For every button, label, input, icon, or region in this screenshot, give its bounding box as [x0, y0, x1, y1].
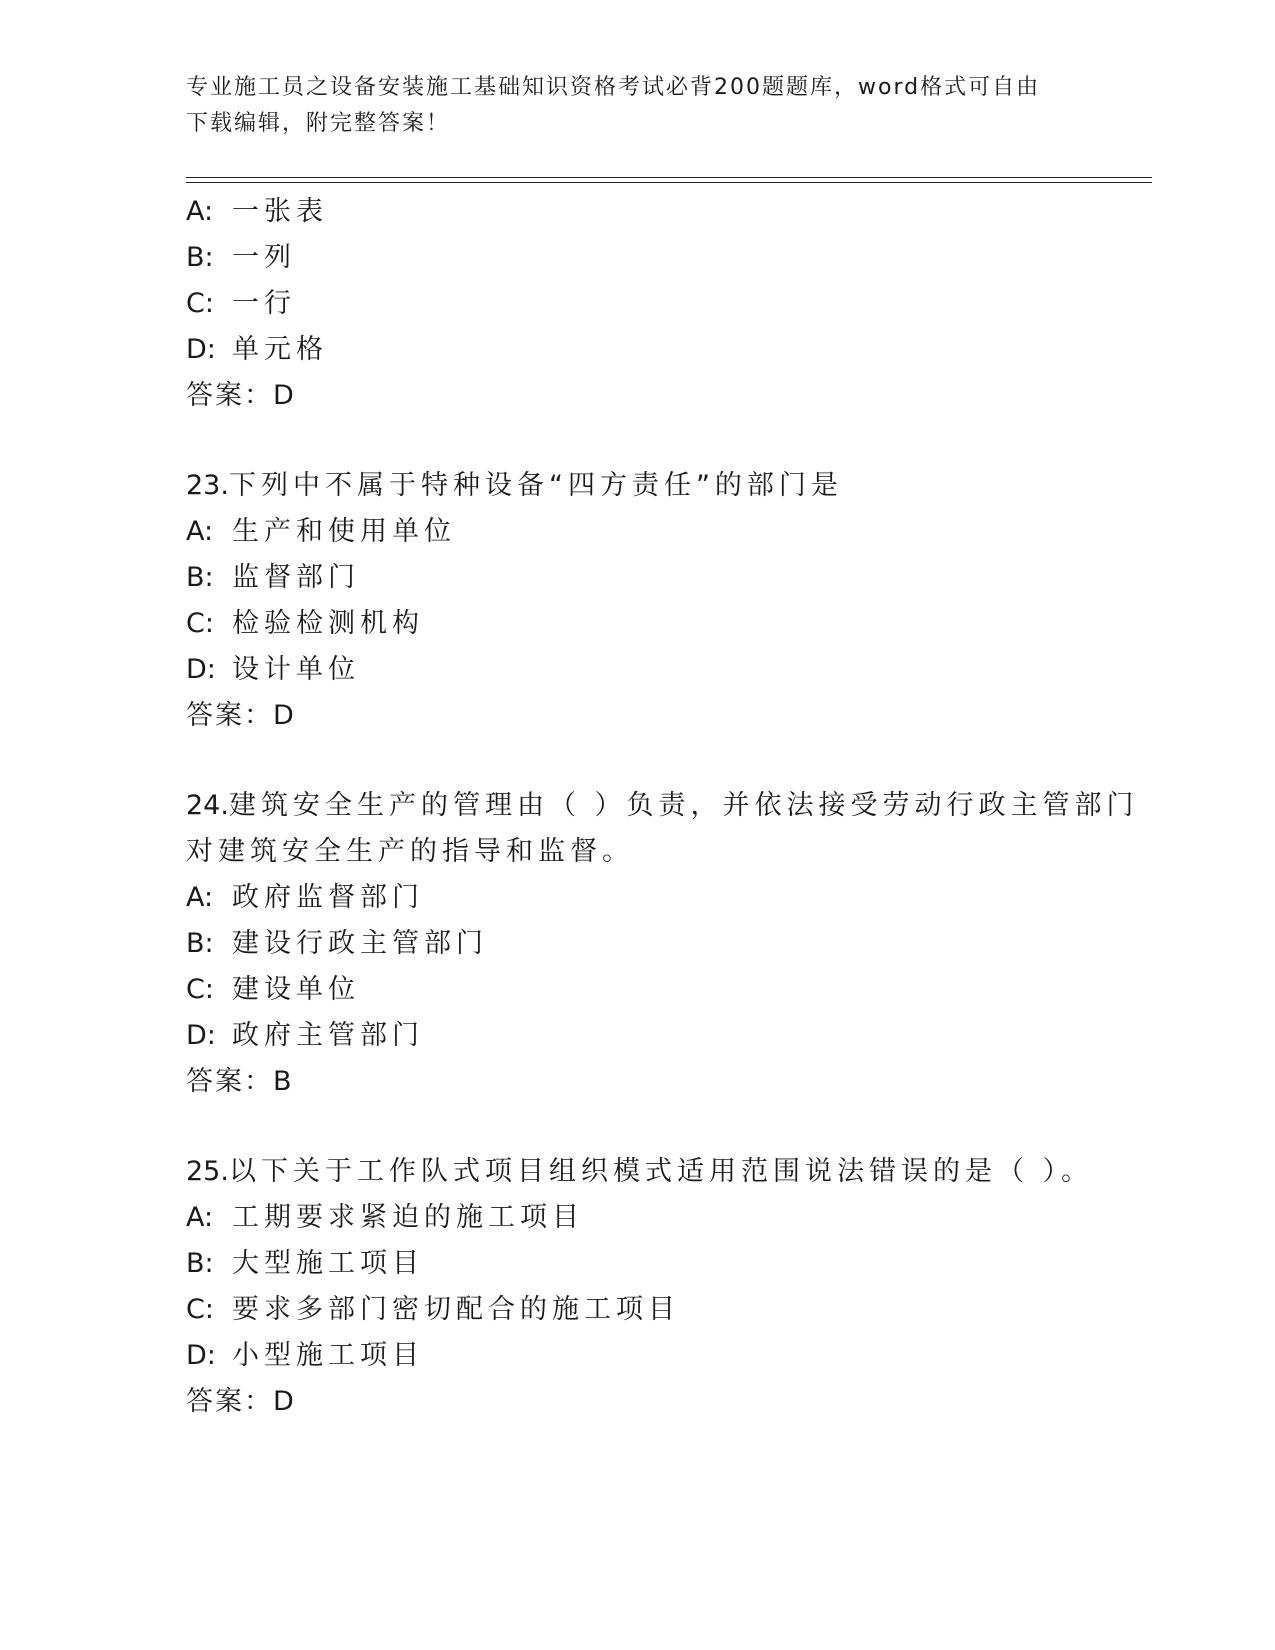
option-text: 设计单位 [232, 654, 360, 685]
option-text: 检验检测机构 [232, 608, 424, 639]
option-letter: D: [186, 334, 216, 365]
question-stem [186, 783, 1139, 829]
option-a [186, 189, 1086, 235]
header-line-2: 下载编辑，附完整答案！ [186, 111, 451, 136]
option-text: 大型施工项目 [232, 1248, 424, 1279]
option-text: 一列 [232, 242, 296, 273]
question-22-continued [186, 189, 1086, 419]
option-c [186, 967, 1086, 1013]
option-letter: C: [186, 974, 214, 1005]
answer-line: 答案：B [186, 1066, 294, 1097]
option-text: 政府监督部门 [232, 882, 424, 913]
option-text: 一行 [232, 288, 296, 319]
option-text: 建设行政主管部门 [232, 928, 488, 959]
option-letter: D: [186, 654, 216, 685]
question-text: 以下关于工作队式项目组织模式适用范围说法错误的是（ ）。 [228, 1156, 1094, 1187]
question-25 [186, 1149, 1094, 1425]
option-d [186, 327, 1086, 373]
option-b [186, 555, 1086, 601]
option-c [186, 601, 1086, 647]
question-text: 建筑安全生产的管理由（ ）负责，并依法接受劳动行政主管部门 [228, 790, 1139, 821]
option-text: 政府主管部门 [232, 1020, 424, 1051]
option-letter: B: [186, 928, 214, 959]
question-text: 下列中不属于特种设备“四方责任”的部门是 [228, 470, 843, 501]
option-letter: C: [186, 1294, 214, 1325]
option-letter: A: [186, 1202, 214, 1233]
option-letter: C: [186, 608, 214, 639]
question-number: 25. [186, 1156, 229, 1187]
option-text: 一张表 [232, 196, 328, 227]
option-letter: A: [186, 196, 214, 227]
option-text: 建设单位 [232, 974, 360, 1005]
option-letter: B: [186, 1248, 214, 1279]
option-a [186, 875, 1086, 921]
answer-line: 答案：D [186, 1386, 296, 1417]
document-header [186, 70, 1066, 142]
question-stem-continued: 对建筑安全生产的指导和监督。 [186, 836, 634, 867]
option-c [186, 1287, 1086, 1333]
option-d [186, 1333, 1086, 1379]
question-stem [186, 1149, 1094, 1195]
option-c [186, 281, 1086, 327]
option-b [186, 235, 1086, 281]
option-a [186, 509, 1086, 555]
option-letter: A: [186, 516, 214, 547]
header-divider-top [186, 177, 1152, 178]
answer-line: 答案：D [186, 700, 296, 731]
question-24 [186, 783, 1139, 1105]
header-line-1: 专业施工员之设备安装施工基础知识资格考试必背200题题库，word格式可自由 [186, 75, 1041, 100]
question-number: 23. [186, 470, 229, 501]
option-text: 要求多部门密切配合的施工项目 [232, 1294, 680, 1325]
option-letter: A: [186, 882, 214, 913]
question-number: 24. [186, 790, 229, 821]
option-letter: B: [186, 242, 214, 273]
option-b [186, 1241, 1086, 1287]
option-b [186, 921, 1086, 967]
option-d [186, 647, 1086, 693]
option-letter: D: [186, 1020, 216, 1051]
option-d [186, 1013, 1086, 1059]
question-list [186, 189, 1139, 1425]
answer-line: 答案：D [186, 380, 296, 411]
header-divider-bottom [186, 182, 1152, 183]
option-text: 监督部门 [232, 562, 360, 593]
option-text: 生产和使用单位 [232, 516, 456, 547]
question-stem [186, 463, 1086, 509]
option-text: 小型施工项目 [232, 1340, 424, 1371]
question-23 [186, 463, 1086, 739]
option-text: 工期要求紧迫的施工项目 [232, 1202, 584, 1233]
option-a [186, 1195, 1086, 1241]
option-letter: D: [186, 1340, 216, 1371]
option-letter: C: [186, 288, 214, 319]
option-text: 单元格 [232, 334, 328, 365]
option-letter: B: [186, 562, 214, 593]
